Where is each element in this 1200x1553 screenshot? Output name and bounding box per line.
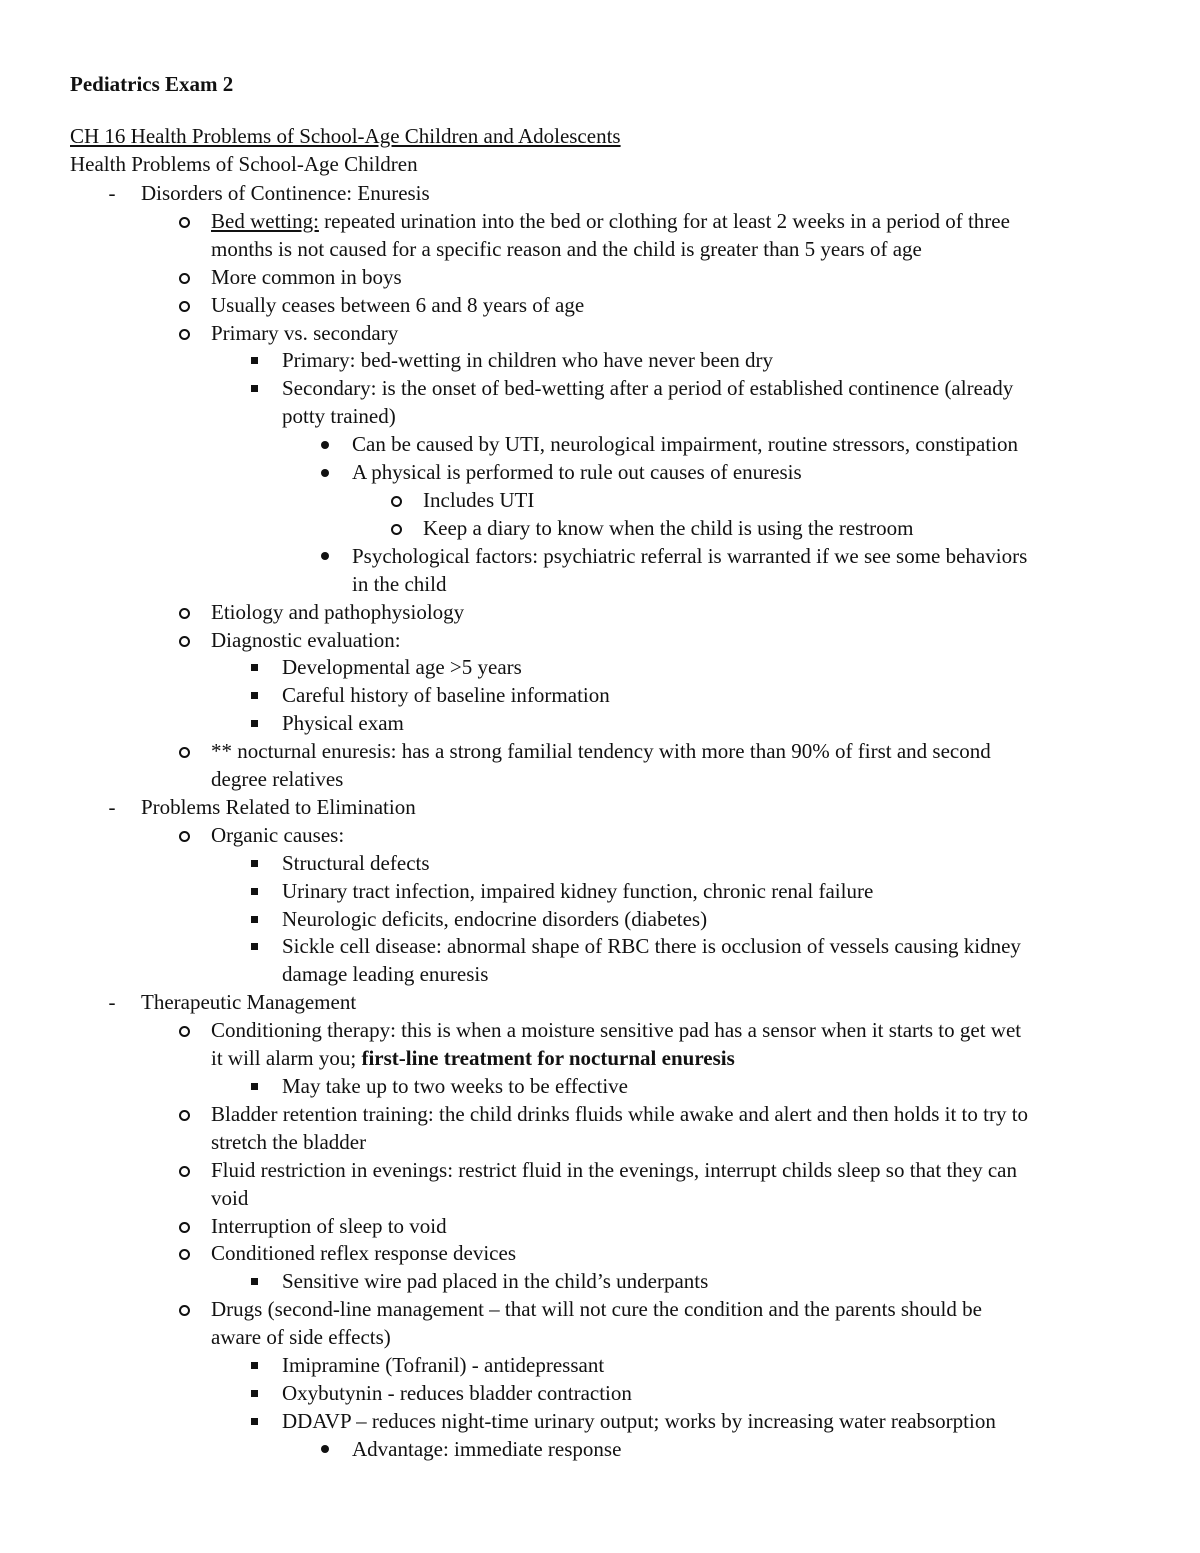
outline-line (0, 292, 1200, 320)
outline-line (0, 375, 1200, 403)
line-text: Problems Related to Elimination (141, 794, 416, 819)
hollow-circle-bullet-icon (179, 1026, 190, 1037)
outline-line (0, 264, 1200, 292)
line-text: Usually ceases between 6 and 8 years of age (211, 292, 585, 317)
square-bullet-icon (251, 1278, 258, 1285)
round-bullet-icon (321, 552, 329, 560)
outline-line-text (211, 1101, 1200, 1129)
outline-line-text (423, 487, 1200, 515)
hollow-circle-bullet-icon (179, 217, 190, 228)
line-text: Conditioned reflex response devices (211, 1241, 516, 1266)
outline-line (0, 180, 1200, 208)
line-text: Primary: bed-wetting in children who have never been dry (282, 348, 774, 373)
section-heading: Health Problems of School-Age Children (70, 152, 418, 176)
line-text: Neurologic deficits, endocrine disorders (diabetes) (282, 906, 708, 931)
square-bullet-icon (251, 916, 258, 923)
hollow-circle-bullet-icon (179, 1110, 190, 1121)
outline-line-text (352, 459, 1200, 487)
outline-line-text (211, 1324, 1200, 1352)
outline-line (0, 1380, 1200, 1408)
line-text: it will alarm you; (211, 1046, 362, 1071)
round-bullet-icon (321, 441, 329, 449)
chapter-heading: CH 16 Health Problems of School-Age Children and Adolescents (70, 124, 621, 148)
outline-line-text (282, 1352, 1200, 1380)
line-text: Structural defects (282, 850, 430, 875)
line-text: Etiology and pathophysiology (211, 599, 465, 624)
line-text: degree relatives (211, 767, 344, 792)
square-bullet-icon (251, 1083, 258, 1090)
hollow-circle-bullet-icon (179, 1305, 190, 1316)
line-text: Oxybutynin - reduces bladder contraction (282, 1380, 632, 1405)
outline-line-text (211, 822, 1200, 850)
line-text: Disorders of Continence: Enuresis (141, 181, 430, 205)
outline-line (0, 627, 1200, 655)
outline-line (0, 1296, 1200, 1324)
line-text: potty trained) (282, 404, 396, 429)
line-text: Can be caused by UTI, neurological impairment, routine stressors, constipation (352, 432, 1019, 457)
outline-line (0, 933, 1200, 961)
line-text: repeated urination into the bed or clothing for at least 2 weeks in a period of three (318, 208, 1010, 233)
line-text: Developmental age >5 years (282, 655, 522, 680)
outline-line-text (282, 1380, 1200, 1408)
hollow-circle-bullet-icon (179, 608, 190, 619)
square-bullet-icon (251, 385, 258, 392)
dash-bullet-icon: - (108, 990, 116, 1015)
line-text: Primary vs. secondary (211, 320, 399, 345)
outline-line-text (141, 794, 1200, 822)
outline-line (0, 1213, 1200, 1241)
outline-line (0, 682, 1200, 710)
outline-line-text (352, 431, 1200, 459)
outline-line (0, 1073, 1200, 1101)
outline-line (0, 1436, 1200, 1464)
outline-line (0, 320, 1200, 348)
line-text: Psychological factors: psychiatric referral is warranted if we see some behaviors (352, 543, 1028, 568)
line-text: Sensitive wire pad placed in the child’s underpants (282, 1269, 709, 1294)
line-text: May take up to two weeks to be effective (282, 1074, 628, 1098)
hollow-circle-bullet-icon (391, 496, 402, 507)
dash-bullet-icon: - (108, 794, 116, 819)
hollow-circle-bullet-icon (179, 636, 190, 647)
line-text: Diagnostic evaluation: (211, 627, 401, 652)
outline-line-text (211, 599, 1200, 627)
line-text: Interruption of sleep to void (211, 1213, 447, 1238)
outline-line (0, 766, 1200, 794)
outline-line (0, 878, 1200, 906)
line-text: damage leading enuresis (282, 962, 489, 987)
outline-line (0, 543, 1200, 571)
hollow-circle-bullet-icon (179, 1249, 190, 1260)
outline-line (0, 850, 1200, 878)
outline-line (0, 403, 1200, 431)
hollow-circle-bullet-icon (391, 524, 402, 535)
outline-line (0, 347, 1200, 375)
outline-line-text (211, 1017, 1200, 1045)
outline-line (0, 1101, 1200, 1129)
hollow-circle-bullet-icon (179, 831, 190, 842)
line-text: Sickle cell disease: abnormal shape of RBC there is occlusion of vessels causing kidney (282, 934, 1021, 959)
outline-line-text (282, 1268, 1200, 1296)
outline-line (0, 961, 1200, 989)
outline-line-text (211, 264, 1200, 292)
square-bullet-icon (251, 943, 258, 950)
outline-line-text (141, 989, 1200, 1017)
hollow-circle-bullet-icon (179, 747, 190, 758)
outline-line-text (211, 292, 1200, 320)
line-text: Includes UTI (423, 487, 535, 512)
outline-line-text (282, 878, 1200, 906)
square-bullet-icon (251, 1362, 258, 1369)
hollow-circle-bullet-icon (179, 301, 190, 312)
square-bullet-icon (251, 664, 258, 671)
outline-line (0, 1129, 1200, 1157)
bold-emphasis: first-line treatment for nocturnal enuresis (361, 1046, 735, 1071)
round-bullet-icon (321, 469, 329, 477)
outline-line-text (352, 571, 1200, 599)
line-text: Drugs (second-line management – that will not cure the condition and the parents should be (211, 1297, 982, 1322)
square-bullet-icon (251, 888, 258, 895)
line-text: More common in boys (211, 264, 402, 289)
line-text: in the child (352, 571, 447, 596)
hollow-circle-bullet-icon (179, 1222, 190, 1233)
outline-line (0, 599, 1200, 627)
outline-line-text (211, 320, 1200, 348)
outline-line (0, 1017, 1200, 1045)
outline-line-text (211, 236, 1200, 264)
square-bullet-icon (251, 1418, 258, 1425)
outline-line (0, 1268, 1200, 1296)
outline-line-text (282, 850, 1200, 878)
outline-line (0, 710, 1200, 738)
outline-line-text (282, 1408, 1200, 1436)
line-text: A physical is performed to rule out causes of enuresis (352, 460, 802, 485)
line-text: Imipramine (Tofranil) - antidepressant (282, 1353, 605, 1378)
line-text: Therapeutic Management (141, 990, 357, 1015)
line-text: Fluid restriction in evenings: restrict fluid in the evenings, interrupt childs sleep so that they can (211, 1157, 1017, 1182)
outline-line (0, 906, 1200, 934)
underlined-term: Bed wetting: (211, 208, 319, 233)
line-text: Keep a diary to know when the child is using the restroom (423, 515, 914, 540)
outline-line (0, 571, 1200, 599)
outline-line-text (423, 515, 1200, 543)
outline-line (0, 1352, 1200, 1380)
outline-line (0, 487, 1200, 515)
square-bullet-icon (251, 720, 258, 727)
outline-line-text (352, 1436, 1200, 1464)
line-text: Physical exam (282, 711, 404, 736)
outline-line-text (282, 347, 1200, 375)
outline-line-text (282, 403, 1200, 431)
outline-line (0, 738, 1200, 766)
line-text: months is not caused for a specific reason and the child is greater than 5 years of age (211, 236, 922, 261)
outline-line-text (211, 627, 1200, 655)
outline-line-text (141, 180, 1200, 208)
hollow-circle-bullet-icon (179, 1166, 190, 1177)
outline-line (0, 1240, 1200, 1268)
line-text: Urinary tract infection, impaired kidney function, chronic renal failure (282, 878, 874, 903)
dash-bullet-icon: - (108, 181, 116, 205)
outline-line-text (282, 906, 1200, 934)
outline-line-text (352, 543, 1200, 571)
outline-list (0, 180, 1200, 1464)
line-text: aware of side effects) (211, 1325, 391, 1350)
square-bullet-icon (251, 860, 258, 867)
hollow-circle-bullet-icon (179, 329, 190, 340)
outline-line-text (282, 1073, 1200, 1101)
outline-line-text (211, 1045, 1200, 1073)
outline-line-text (211, 208, 1200, 236)
line-text: Bladder retention training: the child drinks fluids while awake and alert and then holds it to try to (211, 1101, 1029, 1126)
outline-line-text (282, 375, 1200, 403)
outline-line-text (211, 1157, 1200, 1185)
line-text: stretch the bladder (211, 1129, 367, 1154)
outline-line-text (211, 1129, 1200, 1157)
hollow-circle-bullet-icon (179, 273, 190, 284)
outline-line-text (211, 1296, 1200, 1324)
outline-line (0, 1157, 1200, 1185)
outline-line-text (282, 933, 1200, 961)
page-title: Pediatrics Exam 2 (70, 72, 234, 96)
outline-line-text (211, 1240, 1200, 1268)
outline-line (0, 208, 1200, 236)
outline-line (0, 794, 1200, 822)
square-bullet-icon (251, 692, 258, 699)
line-text: Organic causes: (211, 822, 345, 847)
outline-line-text (211, 738, 1200, 766)
line-text: Careful history of baseline information (282, 683, 610, 708)
outline-line (0, 1408, 1200, 1436)
line-text: Conditioning therapy: this is when a moisture sensitive pad has a sensor when it starts to get wet (211, 1018, 1022, 1043)
outline-line-text (282, 961, 1200, 989)
round-bullet-icon (321, 1445, 329, 1453)
outline-line (0, 459, 1200, 487)
line-text: Advantage: immediate response (352, 1436, 622, 1461)
outline-line (0, 1324, 1200, 1352)
outline-line (0, 431, 1200, 459)
outline-line (0, 989, 1200, 1017)
outline-line (0, 1185, 1200, 1213)
outline-line-text (282, 654, 1200, 682)
outline-line (0, 1045, 1200, 1073)
outline-line (0, 822, 1200, 850)
outline-line-text (282, 710, 1200, 738)
outline-line-text (211, 1185, 1200, 1213)
line-text: Secondary: is the onset of bed-wetting after a period of established continence (already (282, 376, 1014, 401)
outline-line (0, 515, 1200, 543)
outline-line-text (282, 682, 1200, 710)
outline-line (0, 236, 1200, 264)
outline-line-text (211, 766, 1200, 794)
square-bullet-icon (251, 1390, 258, 1397)
outline-line-text (211, 1213, 1200, 1241)
square-bullet-icon (251, 357, 258, 364)
line-text: DDAVP – reduces night-time urinary output; works by increasing water reabsorption (282, 1408, 996, 1433)
line-text: ** nocturnal enuresis: has a strong familial tendency with more than 90% of first and second (211, 739, 991, 764)
line-text: void (211, 1185, 249, 1210)
outline-line (0, 654, 1200, 682)
